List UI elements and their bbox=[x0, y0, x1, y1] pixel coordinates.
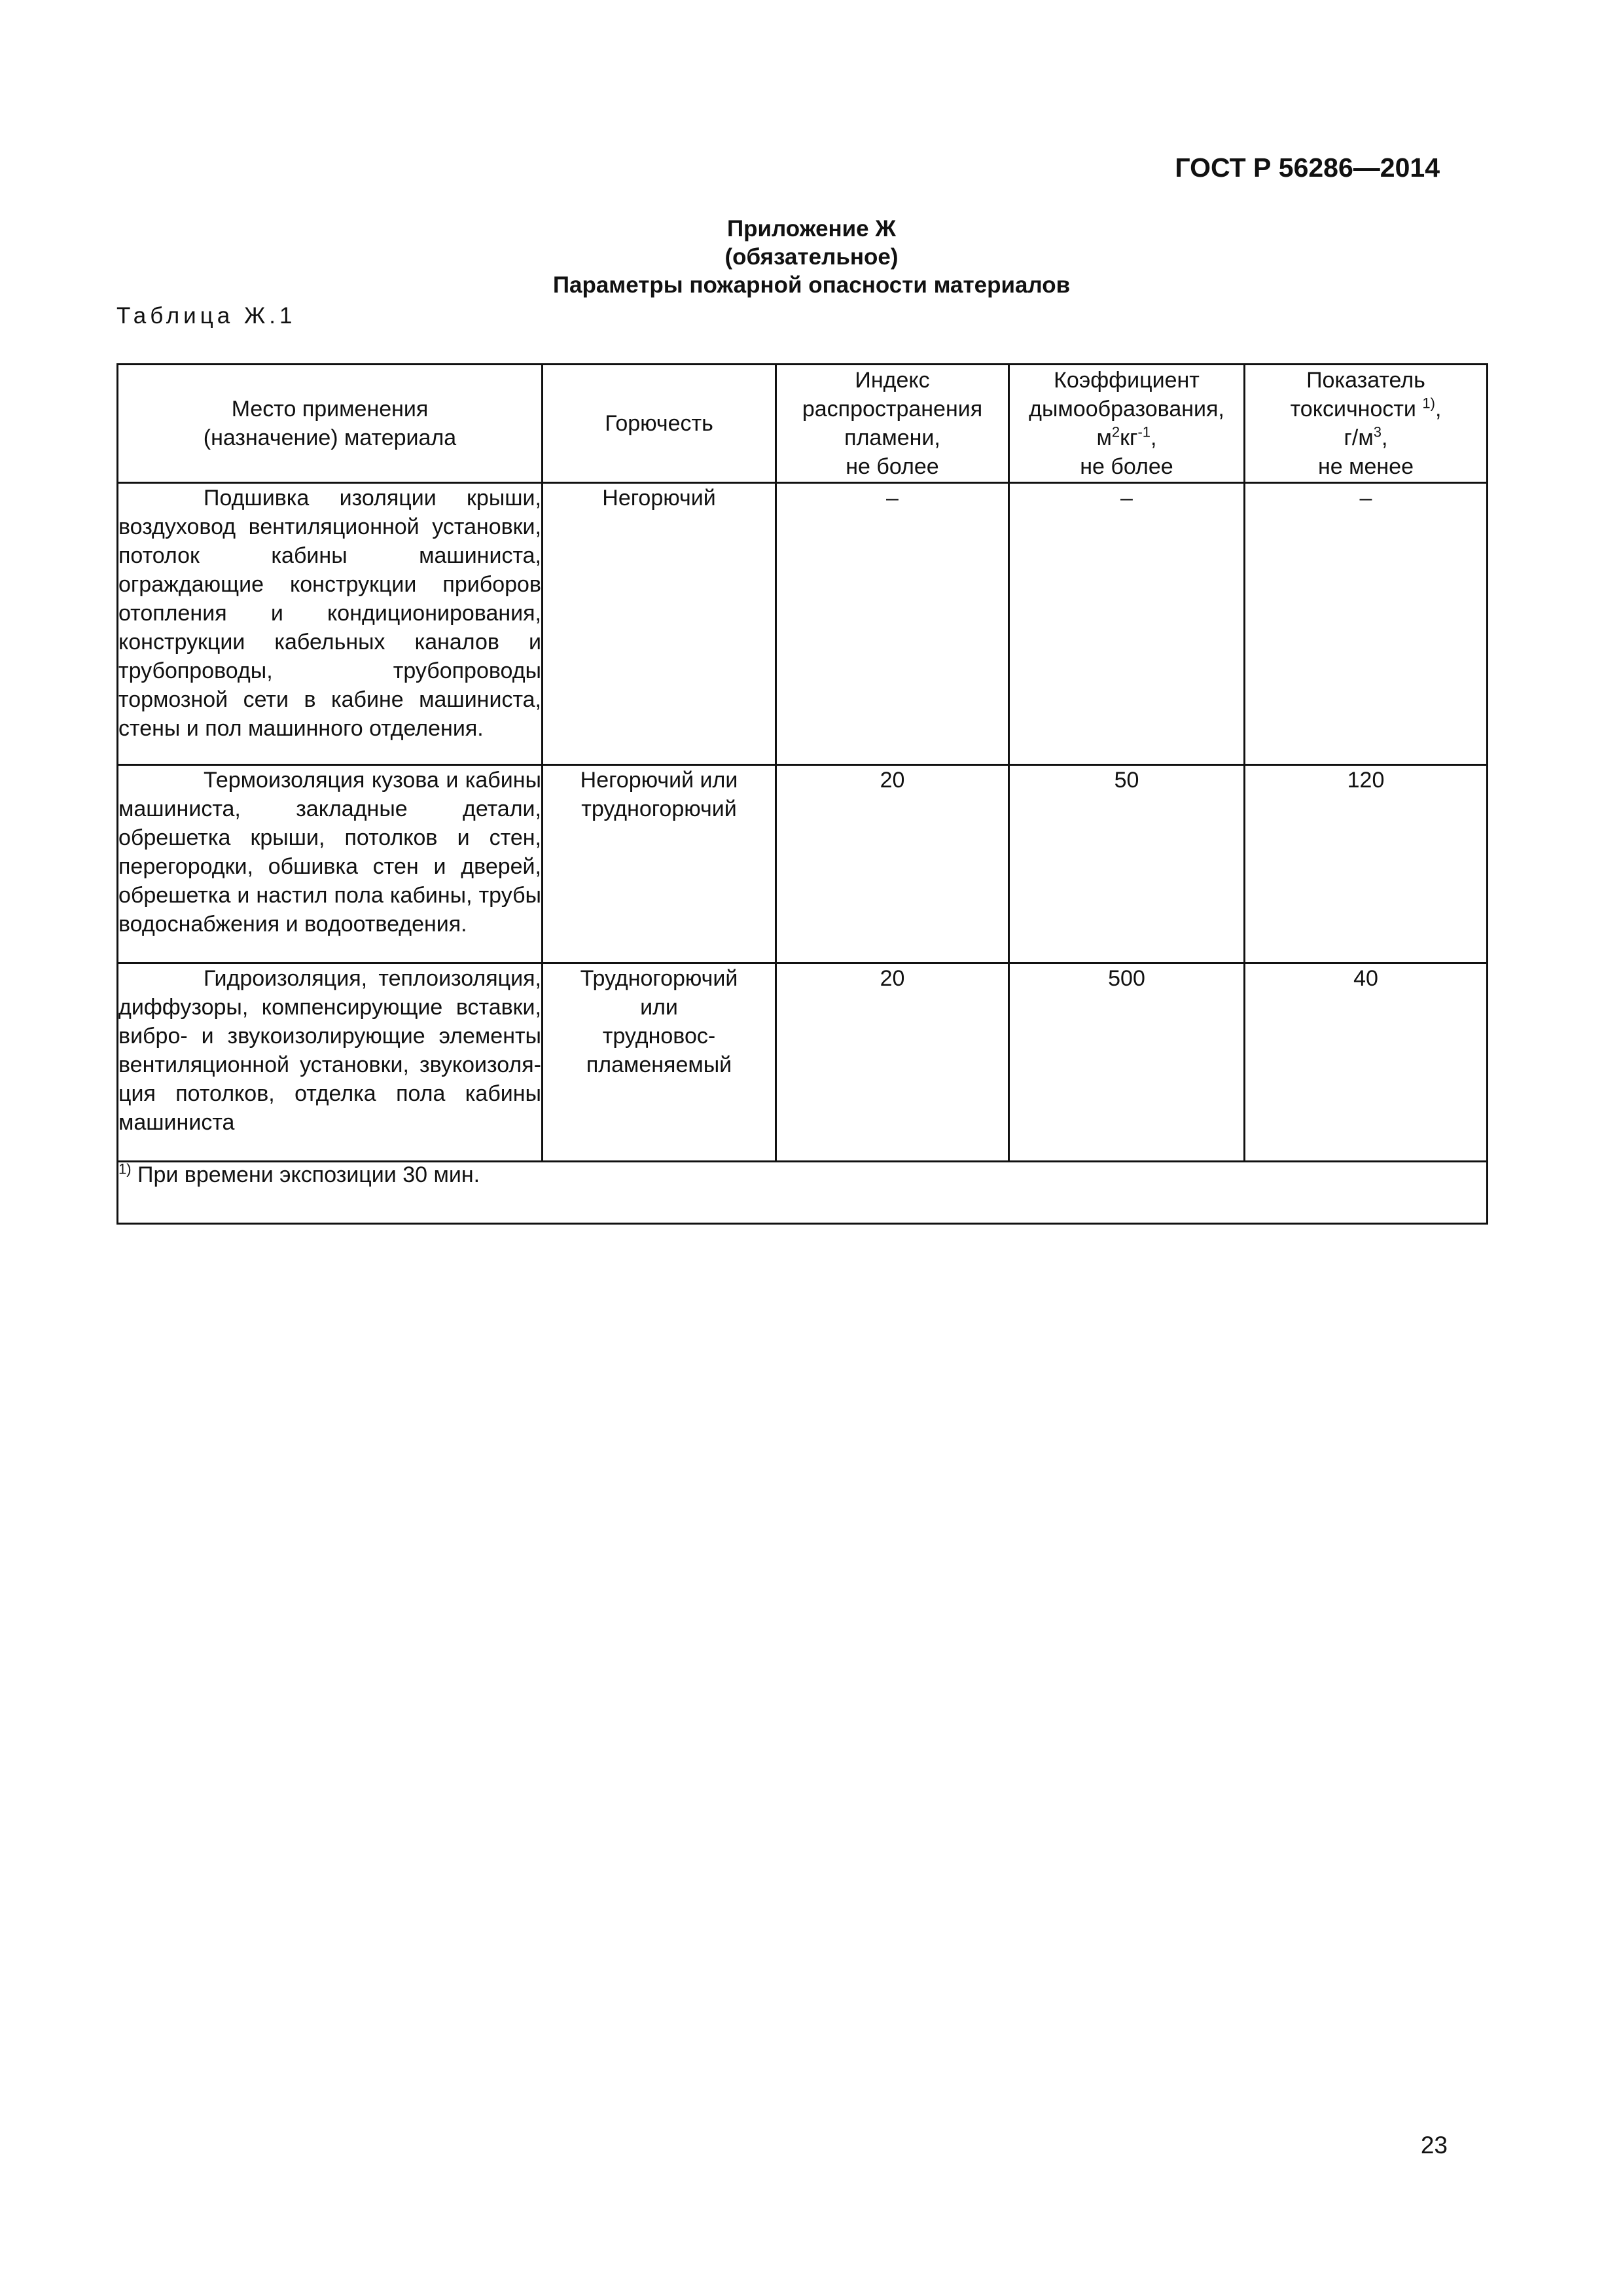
fire-hazard-table bbox=[116, 363, 1488, 1225]
row-flame-index: – bbox=[776, 483, 1009, 765]
footnote-ref: 1) bbox=[1422, 395, 1435, 412]
header-smoke-unit: $м^2кг^{-1}$, bbox=[1096, 423, 1157, 450]
table-row bbox=[118, 765, 1488, 963]
header-place bbox=[118, 365, 543, 483]
table-footnote bbox=[118, 1162, 1488, 1224]
table-header-row bbox=[118, 365, 1488, 483]
footnote-row bbox=[118, 1162, 1488, 1224]
row-place: Термоизоляция кузова и кабины машиниста, закладные детали, обрешетка крыши, потолков и стен, перегородки, обшивка стен и дверей, обрешетка и настил пола кабины, трубы водоснабжения и водоотведения. bbox=[118, 765, 543, 963]
header-flame-line1: Индекс bbox=[855, 368, 930, 393]
row-place: Подшивка изоляции крыши, воздуховод вентиляционной установки, потолок кабины машиниста, ограждающие конструкции приборов отопления и кондиционирования, конструкции кабельных каналов и трубопроводы, трубопроводы тормозной сети в кабине машиниста, стены и пол машинного отделения. bbox=[118, 483, 543, 765]
table-row bbox=[118, 483, 1488, 765]
footnote-marker: 1) bbox=[118, 1160, 132, 1177]
row-flammability: Трудногорючий или трудновос- пламеняемый bbox=[543, 963, 776, 1162]
header-tox-line2: токсичности $^{1)}$, bbox=[1290, 395, 1442, 422]
row-flame-index: 20 bbox=[776, 963, 1009, 1162]
header-flame-line3: пламени, bbox=[844, 425, 940, 450]
row-smoke-coeff: – bbox=[1009, 483, 1245, 765]
header-flammability: Горючесть bbox=[543, 365, 776, 483]
header-tox-line1: Показатель bbox=[1306, 368, 1425, 393]
header-flame-index bbox=[776, 365, 1009, 483]
appendix-status: (обязательное) bbox=[724, 244, 899, 270]
table-row bbox=[118, 963, 1488, 1162]
row-toxicity: 40 bbox=[1245, 963, 1488, 1162]
footnote-text: При времени экспозиции 30 мин. bbox=[137, 1162, 480, 1187]
row-toxicity: 120 bbox=[1245, 765, 1488, 963]
header-toxicity bbox=[1245, 365, 1488, 483]
page-number: 23 bbox=[1420, 2132, 1448, 2159]
row-flammability: Негорючий bbox=[543, 483, 776, 765]
appendix-subtitle: Параметры пожарной опасности материалов bbox=[552, 272, 1071, 298]
header-flame-line2: распространения bbox=[802, 397, 983, 422]
appendix-title: Приложение Ж bbox=[726, 216, 897, 242]
header-tox-line4: не менее bbox=[1317, 454, 1414, 479]
header-smoke-line2: дымообразования, bbox=[1029, 397, 1224, 422]
header-place-line2: (назначение) материала bbox=[203, 425, 457, 450]
row-toxicity: – bbox=[1245, 483, 1488, 765]
header-smoke-line1: Коэффициент bbox=[1054, 368, 1200, 393]
row-flame-index: 20 bbox=[776, 765, 1009, 963]
row-place: Гидроизоляция, теплоизоляция, диффузоры, компенсирующие вставки, вибро- и звукоизолирующие элементы вентиляционной установки, звукоизоляция потолков, отделка пола кабины машиниста bbox=[118, 963, 543, 1162]
header-place-line1: Место применения bbox=[231, 397, 429, 422]
row-smoke-coeff: 500 bbox=[1009, 963, 1245, 1162]
row-smoke-coeff: 50 bbox=[1009, 765, 1245, 963]
table-label: Таблица Ж.1 bbox=[116, 303, 296, 329]
header-smoke-coeff bbox=[1009, 365, 1245, 483]
header-flame-line4: не более bbox=[846, 454, 939, 479]
header-smoke-line4: не более bbox=[1080, 454, 1173, 479]
header-tox-unit: $г/м^3$, bbox=[1344, 423, 1388, 450]
standard-code: ГОСТ Р 56286—2014 bbox=[1175, 152, 1440, 183]
row-flammability: Негорючий или трудногорючий bbox=[543, 765, 776, 963]
